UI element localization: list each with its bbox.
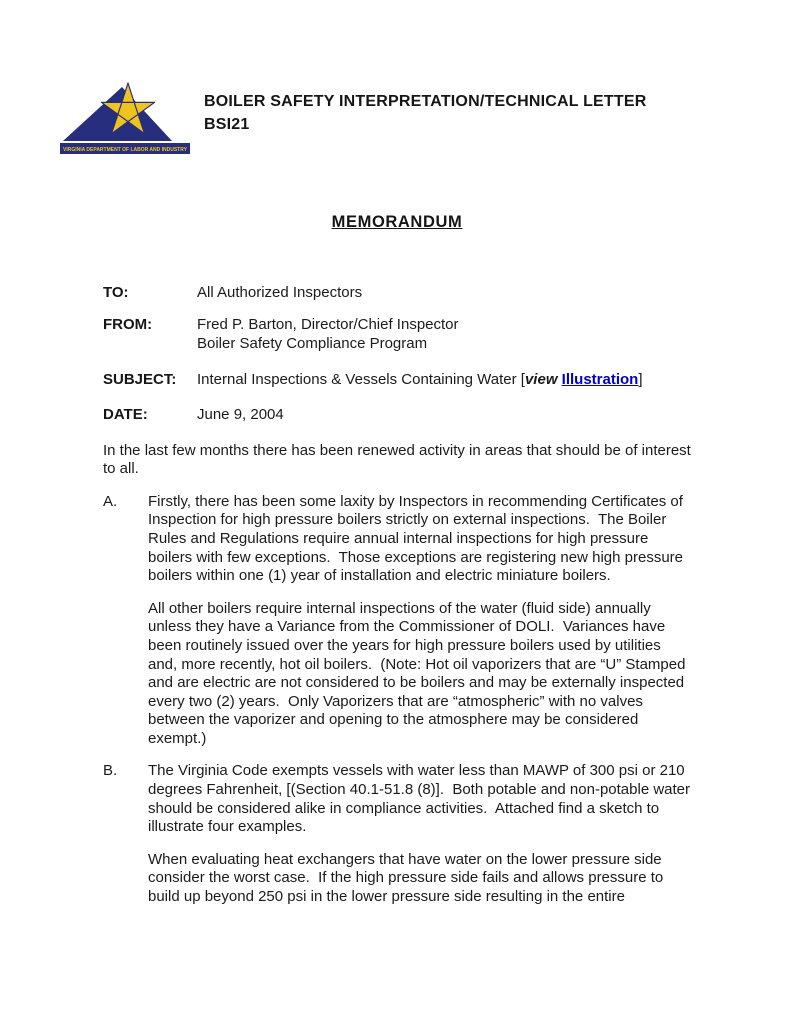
memo-heading: MEMORANDUM (331, 213, 463, 231)
date-field (103, 406, 691, 425)
document-title-line1: BOILER SAFETY INTERPRETATION/TECHNICAL LETTER (204, 93, 647, 110)
item-b (103, 762, 695, 906)
item-a-paragraph-2: All other boilers require internal inspections of the water (fluid side) annually unless they have a Variance from the Commissioner of DOLI. Variances have been routinely issued over the years for high pressure boilers used by utilities and, more recently, hot oil boilers. (Note: Hot oil vaporizers that are “U” Stamped and are electric are not considered to be boilers and may be externally inspected every two (2) years. Only Vaporizers that are “atmospheric” with no valves between the vaporizer and opening to the atmosphere may be considered exempt.) (148, 599, 690, 747)
subject-bracket-open: [ (516, 371, 525, 389)
item-a-paragraph-1: Firstly, there has been some laxity by Inspectors in recommending Certificates of Inspection for high pressure boilers strictly on external inspections. The Boiler Rules and Regulations require annual internal inspections for high pressure boilers with few exceptions. Those exceptions are registering new high pressure boilers within one (1) year of installation and electric miniature boilers. (148, 492, 688, 585)
from-field (103, 316, 691, 353)
date-value: June 9, 2004 (197, 405, 284, 423)
item-b-text (148, 762, 695, 906)
to-value: All Authorized Inspectors (197, 283, 363, 301)
subject-text: Internal Inspections & Vessels Containing Water (197, 371, 517, 389)
intro-paragraph: In the last few months there has been renewed activity in areas that should be of interest to all. (103, 441, 696, 478)
item-b-paragraph-2: When evaluating heat exchangers that have water on the lower pressure side consider the worst case. If the high pressure side fails and allows pressure to build up beyond 250 psi in the lower pressure side resulting in the entire (148, 850, 668, 906)
item-b-paragraph-1: The Virginia Code exempts vessels with water less than MAWP of 300 psi or 210 degrees Fahrenheit, [(Section 40.1-51.8 (8)]. Both potable and non-potable water should be considered alike in compliance activities. Attached find a sketch to illustrate four examples. (148, 762, 695, 836)
item-a (103, 493, 691, 749)
subject-field (103, 371, 691, 390)
item-a-letter: A. (103, 492, 118, 510)
to-label: TO: (103, 283, 129, 301)
agency-logo (60, 79, 190, 155)
subject-label: SUBJECT: (103, 371, 177, 389)
from-value-line2: Boiler Safety Compliance Program (197, 334, 428, 352)
subject-view-word: view (524, 371, 562, 389)
from-value (197, 316, 459, 353)
from-label: FROM: (103, 316, 153, 334)
date-label: DATE: (103, 405, 148, 423)
item-b-letter: B. (103, 762, 118, 780)
memo-content (103, 213, 696, 907)
item-a-text (148, 493, 691, 749)
document-title-line2: BSI21 (204, 116, 250, 133)
logo-banner-text: VIRGINIA DEPARTMENT OF LABOR AND INDUSTRY (63, 147, 188, 153)
agency-logo-graphic (60, 79, 190, 155)
to-field (103, 284, 691, 303)
document-title (204, 90, 647, 136)
illustration-link[interactable]: Illustration (561, 371, 639, 389)
subject-value (197, 371, 643, 390)
from-value-line1: Fred P. Barton, Director/Chief Inspector (197, 316, 459, 334)
subject-bracket-close: ] (638, 371, 643, 389)
